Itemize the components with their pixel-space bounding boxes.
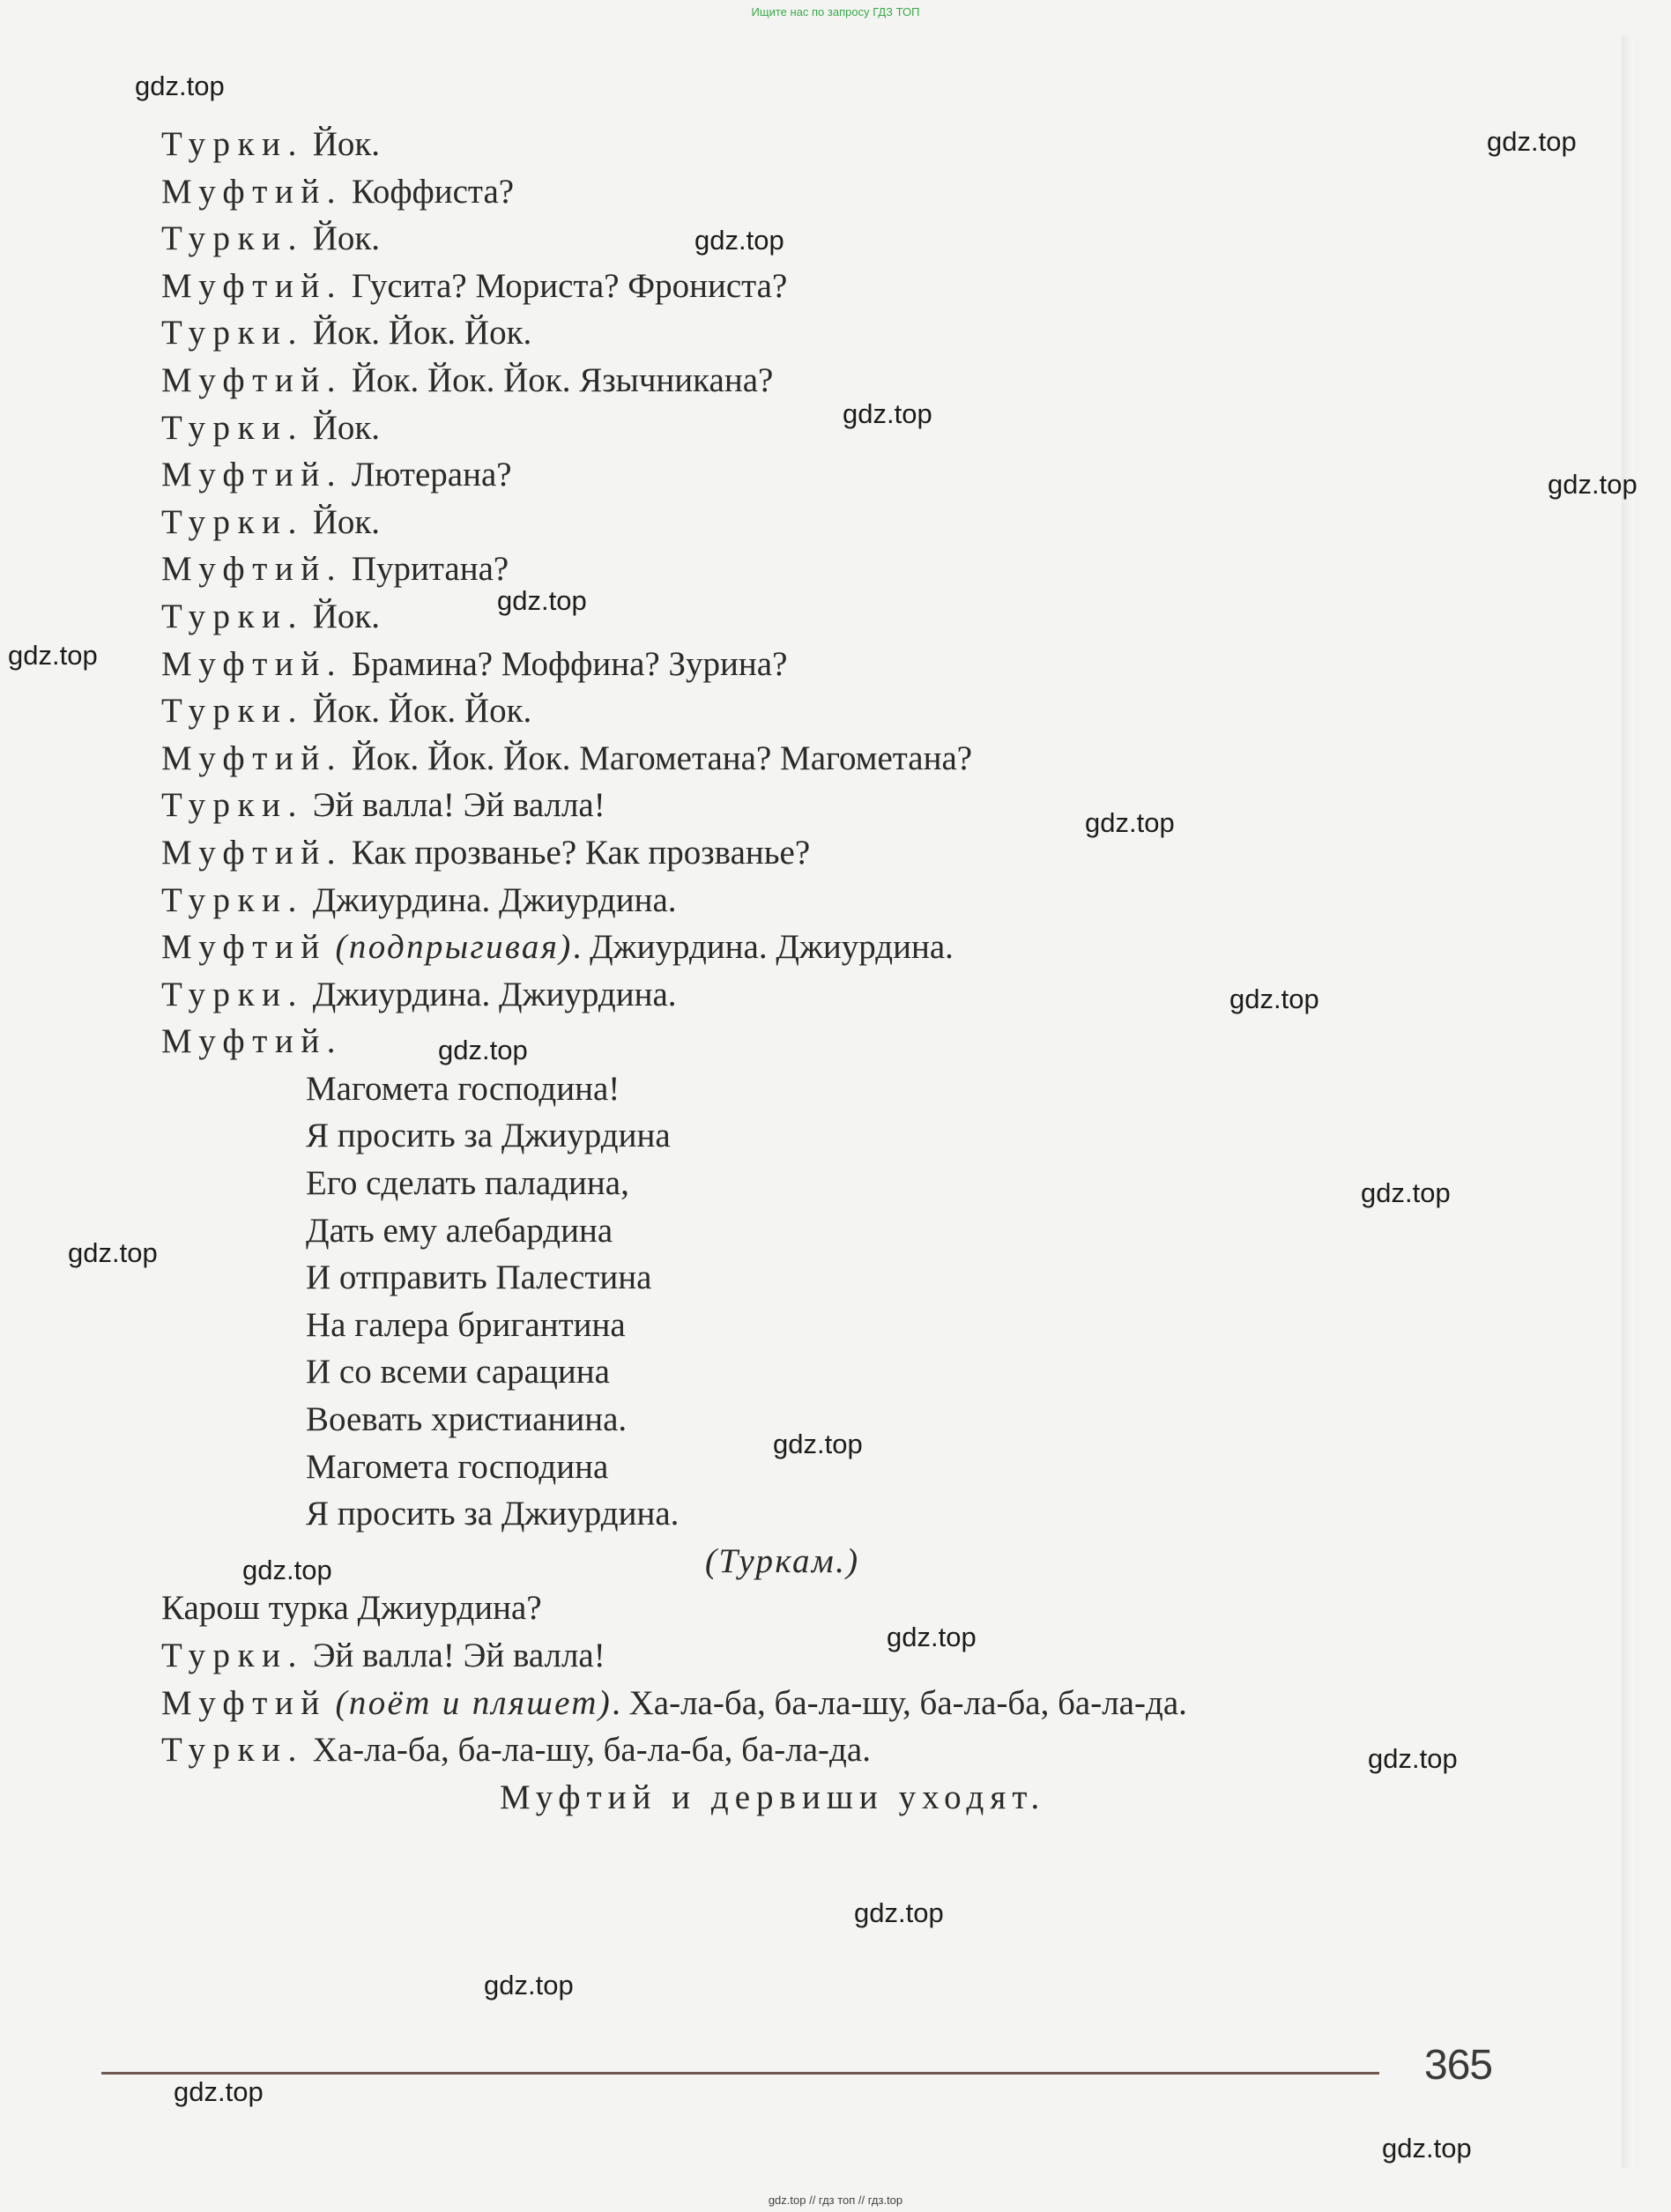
watermark: gdz.top: [1229, 984, 1319, 1014]
speaker-mufti: Муфтий: [161, 928, 327, 967]
speaker-turki: Турки.: [161, 314, 304, 353]
dialogue-line: [161, 782, 1536, 829]
speaker-mufti: Муфтий.: [161, 739, 344, 777]
verse-line: Магомета господина!: [306, 1069, 620, 1108]
speaker-mufti: Муфтий.: [161, 1022, 344, 1061]
watermark: gdz.top: [1368, 1743, 1458, 1774]
line-text: Йок. Йок. Йок. Магометана? Магометана?: [351, 739, 973, 777]
verse-line: Дать ему алебардина: [306, 1211, 613, 1250]
watermark: gdz.top: [497, 585, 587, 616]
line-text: Йок.: [312, 219, 381, 258]
line-text: Йок.: [312, 408, 381, 447]
dialogue-line: [161, 593, 1536, 641]
dialogue-line: Карош турка Джиурдина?: [161, 1589, 542, 1628]
line-text: . Джиурдина. Джиурдина.: [572, 928, 954, 967]
verse-line: На галера бригантина: [306, 1305, 626, 1344]
line-text: Йок. Йок. Йок. Язычникана?: [351, 360, 774, 399]
watermark: gdz.top: [887, 1622, 977, 1652]
dialogue-line: [161, 641, 1536, 688]
speaker-turki: Турки.: [161, 597, 304, 635]
speaker-mufti: Муфтий.: [161, 360, 344, 399]
dialogue-line: [161, 687, 1536, 735]
line-text: Ха-ла-ба, ба-ла-шу, ба-ла-ба, ба-ла-да.: [312, 1731, 871, 1770]
verse-line: Я просить за Джиурдина: [306, 1117, 671, 1155]
dialogue-line: [161, 1632, 1536, 1680]
line-text: Йок.: [312, 502, 381, 541]
dialogue-line: [161, 357, 1536, 405]
watermark: gdz.top: [773, 1429, 863, 1459]
speaker-mufti: Муфтий.: [161, 172, 344, 211]
speaker-turki: Турки.: [161, 502, 304, 541]
watermark: gdz.top: [1085, 807, 1175, 838]
line-text: Пуритана?: [351, 550, 509, 589]
line-text: Джиурдина. Джиурдина.: [312, 880, 677, 919]
speaker-turki: Турки.: [161, 219, 304, 258]
line-text: Лютерана?: [351, 456, 512, 494]
watermark: gdz.top: [484, 1970, 574, 2000]
line-text: Эй валла! Эй валла!: [312, 1637, 605, 1674]
dialogue-line: [161, 829, 1536, 877]
watermark: gdz.top: [1487, 126, 1577, 157]
watermark: gdz.top: [135, 71, 225, 101]
verse-line: Я просить за Джиурдина.: [306, 1495, 680, 1533]
verse-line: И со всеми сарацина: [306, 1353, 610, 1392]
dialogue-line: [161, 735, 1536, 783]
speaker-mufti: Муфтий.: [161, 644, 344, 683]
line-text: Йок. Йок. Йок.: [312, 692, 532, 731]
speaker-mufti: Муфтий: [161, 1683, 327, 1722]
dialogue-line: [161, 215, 1536, 263]
watermark: gdz.top: [174, 2076, 264, 2107]
play-text: [161, 121, 1536, 1821]
speaker-mufti: Муфтий.: [161, 550, 344, 589]
watermark: gdz.top: [68, 1237, 158, 1268]
watermark: gdz.top: [438, 1035, 528, 1065]
line-text: Эй валла! Эй валла!: [312, 786, 605, 825]
footer-rule: [101, 2072, 1379, 2075]
speaker-turki: Турки.: [161, 975, 304, 1013]
line-text: Коффиста?: [351, 172, 515, 211]
page-edge-shadow: [1622, 35, 1634, 2168]
watermark: gdz.top: [242, 1555, 332, 1585]
verse-line: Магомета господина: [306, 1447, 609, 1486]
speaker-turki: Турки.: [161, 125, 304, 163]
verse-line: Воевать христианина.: [306, 1400, 628, 1439]
line-text: Йок.: [312, 597, 381, 635]
dialogue-line: [161, 546, 1536, 593]
line-text: Йок.: [312, 125, 381, 163]
stage-direction: (подпрыгивая): [335, 928, 573, 967]
speaker-turki: Турки.: [161, 408, 304, 447]
dialogue-line: [161, 971, 1536, 1019]
stage-direction-exit: Муфтий и дервиши уходят.: [500, 1778, 1046, 1816]
speaker-turki: Турки.: [161, 1731, 304, 1770]
line-text: . Ха-ла-ба, ба-ла-шу, ба-ла-ба, ба-ла-да.: [612, 1683, 1187, 1722]
watermark: gdz.top: [694, 225, 784, 256]
line-text: Йок. Йок. Йок.: [312, 314, 532, 353]
dialogue-line: [161, 309, 1536, 357]
speaker-turki: Турки.: [161, 786, 304, 825]
dialogue-line: [161, 263, 1536, 310]
line-text: Как прозванье? Как прозванье?: [351, 833, 811, 872]
dialogue-line: [161, 121, 1536, 168]
watermark: gdz.top: [1548, 469, 1638, 500]
line-text: Джиурдина. Джиурдина.: [312, 975, 677, 1013]
top-banner: Ищите нас по запросу ГДЗ ТОП: [751, 5, 920, 19]
page-number: 365: [1424, 2042, 1493, 2089]
speaker-mufti: Муфтий.: [161, 456, 344, 494]
verse-line: И отправить Палестина: [306, 1258, 652, 1297]
aside-direction: (Туркам.): [705, 1541, 860, 1580]
dialogue-line: [161, 1018, 1536, 1065]
line-text: Гусита? Мориста? Фрониста?: [351, 266, 788, 305]
dialogue-line: [161, 1726, 1536, 1774]
speaker-mufti: Муфтий.: [161, 266, 344, 305]
dialogue-line: [161, 451, 1536, 499]
watermark: gdz.top: [1361, 1177, 1451, 1208]
speaker-turki: Турки.: [161, 880, 304, 919]
dialogue-line: [161, 1680, 1536, 1727]
speaker-turki: Турки.: [161, 1637, 304, 1674]
dialogue-line: [161, 168, 1536, 216]
speaker-turki: Турки.: [161, 692, 304, 731]
dialogue-line: [161, 877, 1536, 924]
stage-direction: (поёт и пляшет): [335, 1683, 613, 1722]
watermark: gdz.top: [843, 398, 932, 429]
bottom-banner: gdz.top // гдз топ // гдз.top: [768, 2193, 903, 2207]
speaker-mufti: Муфтий.: [161, 833, 344, 872]
watermark: gdz.top: [1382, 2133, 1472, 2164]
line-text: Брамина? Моффина? Зурина?: [351, 644, 788, 683]
watermark: gdz.top: [8, 640, 98, 671]
dialogue-line: [161, 499, 1536, 546]
dialogue-line: [161, 924, 1536, 971]
watermark: gdz.top: [854, 1897, 944, 1928]
verse-line: Его сделать паладина,: [306, 1164, 629, 1203]
